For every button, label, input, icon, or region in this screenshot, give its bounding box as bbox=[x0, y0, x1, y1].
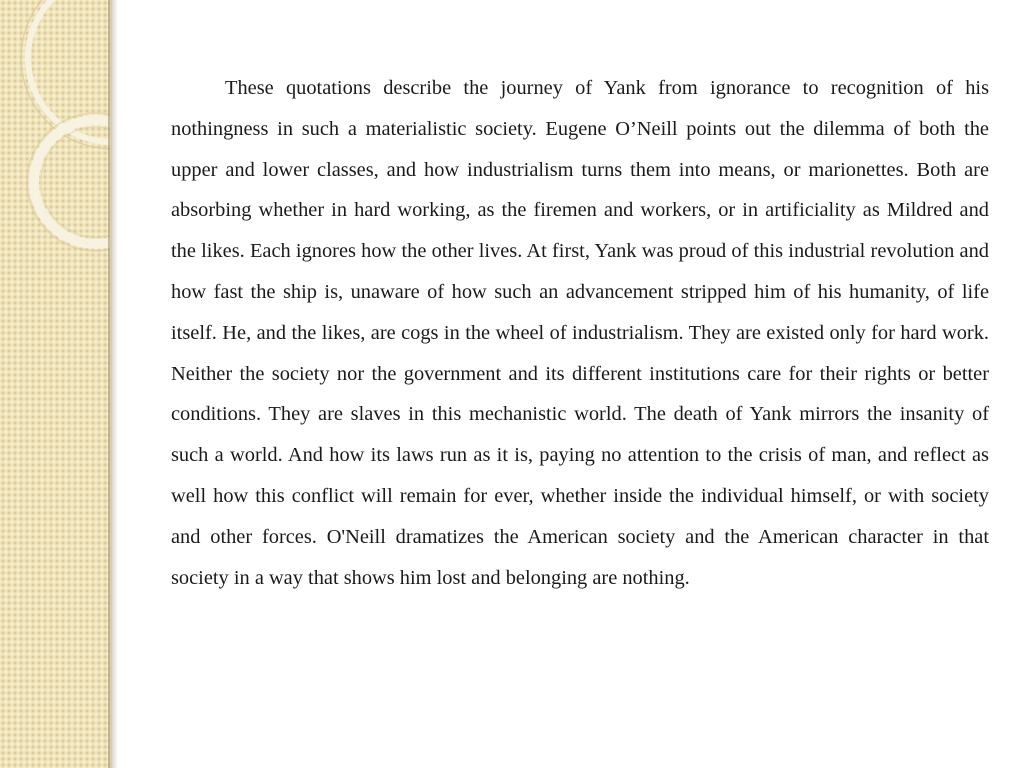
decorative-side-panel bbox=[0, 0, 112, 768]
side-panel-edge bbox=[110, 0, 112, 768]
decorative-rings-graphic bbox=[0, 0, 112, 768]
body-paragraph: These quotations describe the journey of Yank from ignorance to recognition of his nothingness in such a materialistic society. Eugene O’Neill points out the dilemma of both the upper and lower classes, and how industrialism turns them into means, or marionettes. Both are absorbing whether in hard working, as the firemen and workers, or in artificiality as Mildred and the likes. Each ignores how the other lives. At first, Yank was proud of this industrial revolution and how fast the ship is, unaware of how such an advancement stripped him of his humanity, of life itself. He, and the likes, are cogs in the wheel of industrialism. They are existed only for hard work. Neither the society nor the government and its different institutions care for their rights or better conditions. They are slaves in this mechanistic world. The death of Yank mirrors the insanity of such a world. And how its laws run as it is, paying no attention to the crisis of man, and reflect as well how this conflict will remain for ever, whether inside the individual himself, or with society and other forces. O'Neill dramatizes the American society and the American character in that society in a way that shows him lost and belonging are nothing. bbox=[171, 77, 989, 589]
